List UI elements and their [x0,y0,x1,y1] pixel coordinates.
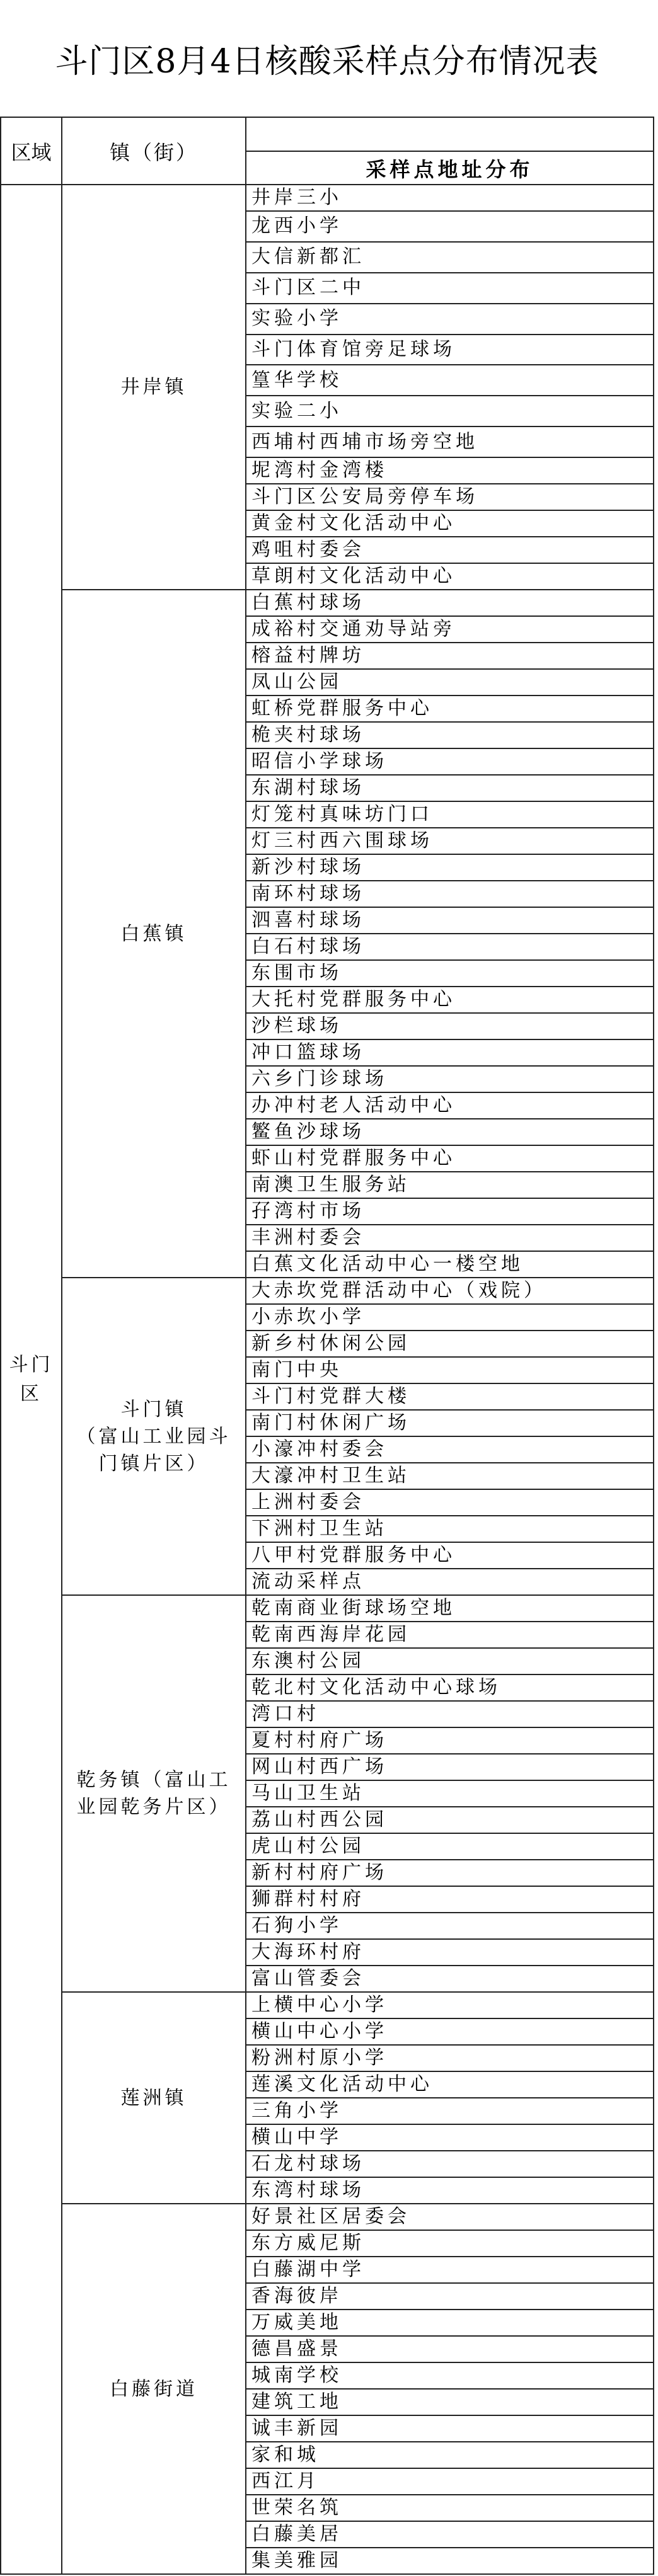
sampling-site-row [246,1172,654,1199]
sampling-site-row [246,1014,654,1040]
sampling-site-name: 建筑工地 [251,2391,342,2413]
sampling-site-name: 荔山村西公园 [251,1809,388,1831]
sampling-site-row [246,802,654,828]
header-region-cell [0,118,62,185]
sampling-site-name: 斗门区公安局旁停车场 [251,486,478,508]
sampling-site-name: 湾口村 [251,1703,320,1726]
sampling-site-name: 诚丰新园 [251,2417,342,2440]
sampling-site-name: 白蕉文化活动中心一楼空地 [251,1253,524,1276]
sampling-site-name: 白藤美居 [251,2523,342,2546]
sampling-site-row [246,1119,654,1146]
sampling-site-name: 大濠冲村卫生站 [251,1465,410,1487]
sampling-site-name: 成裕村交通劝导站旁 [251,618,456,641]
sampling-site-row [246,1040,654,1067]
sampling-site-name: 横山中心小学 [251,2020,388,2043]
sampling-site-name: 乾北村文化活动中心球场 [251,1676,501,1699]
sampling-site-name: 城南学校 [251,2364,342,2387]
sampling-site-name: 斗门体育馆旁足球场 [251,338,456,360]
sampling-site-row [246,1252,654,1278]
sampling-site-row [246,365,654,396]
sampling-site-name: 马山卫生站 [251,1782,365,1805]
sampling-site-row [246,2231,654,2257]
sampling-site-row [246,1411,654,1437]
sampling-site-row [246,1463,654,1490]
sampling-site-name: 草朗村文化活动中心 [251,565,456,588]
sampling-site-name: 白石村球场 [251,936,365,958]
town-cell [62,2204,246,2575]
sampling-site-name: 东澳村公园 [251,1650,365,1673]
sampling-site-name: 昭信小学球场 [251,750,388,773]
sampling-site-row [246,670,654,696]
sampling-site-name: 网山村西广场 [251,1756,388,1778]
sampling-site-name: 南澳卫生服务站 [251,1174,410,1196]
sampling-site-row [246,1887,654,1913]
sampling-site-name: 新乡村休闲公园 [251,1332,410,1355]
header-town: 镇（街） [109,140,198,164]
sampling-site-row [246,828,654,855]
sampling-site-name: 上横中心小学 [251,1994,388,2017]
sampling-site-row [246,1199,654,1225]
sampling-site-row [246,304,654,335]
town-name: 乾务镇（富山工业园乾务片区） [76,1769,231,1819]
town-name: 斗门镇 （富山工业园斗门镇片区） [76,1398,231,1475]
sampling-site-row [246,1331,654,1358]
sampling-site-name: 东湖村球场 [251,777,365,799]
sampling-site-name: 南环村球场 [251,883,365,905]
header-region: 区域 [11,140,52,164]
sampling-site-name: 实验二小 [251,399,342,422]
sampling-site-row [246,2522,654,2548]
sampling-site-row [246,1569,654,1596]
sampling-site-row [246,1146,654,1172]
sampling-site-name: 东方威尼斯 [251,2232,365,2255]
sampling-site-row [246,2046,654,2072]
sampling-site-row [246,243,654,273]
sampling-site-row [246,2284,654,2310]
sampling-site-name: 万威美地 [251,2311,342,2334]
sampling-site-name: 沙栏球场 [251,1015,342,1038]
sampling-site-row [246,511,654,537]
sampling-site-row [246,696,654,723]
sampling-site-row [246,1358,654,1384]
sampling-site-row [246,396,654,427]
sampling-site-row [246,1781,654,1807]
sampling-site-name: 冲口篮球场 [251,1041,365,1064]
sampling-site-row [246,934,654,961]
sampling-site-row [246,484,654,511]
sampling-site-name: 乾南商业街球场空地 [251,1597,456,1620]
town-name: 井岸镇 [120,376,187,399]
sampling-site-row [246,1860,654,1887]
sampling-site-name: 实验小学 [251,307,342,330]
sampling-site-row [246,335,654,366]
sampling-site-row [246,2151,654,2178]
sampling-site-name: 乾南西海岸花园 [251,1623,410,1646]
sampling-site-row [246,1305,654,1331]
sampling-site-name: 虹桥党群服务中心 [251,697,433,720]
sampling-site-name: 办冲村老人活动中心 [251,1094,456,1117]
town-cell [62,185,246,590]
sampling-site-row [246,2098,654,2125]
sampling-site-name: 大赤坎党群活动中心（戏院） [251,1279,546,1302]
sampling-site-row [246,1993,654,2019]
sampling-site-row [246,590,654,617]
town-cell [62,1596,246,1993]
sampling-site-name: 流动采样点 [251,1571,365,1593]
sampling-site-name: 东湾村球场 [251,2179,365,2202]
sampling-site-row [246,855,654,881]
sampling-site-name: 凤山公园 [251,671,342,694]
sampling-site-name: 香海彼岸 [251,2285,342,2308]
sampling-site-row [246,1278,654,1305]
sampling-site-row [246,2257,654,2284]
sampling-site-row [246,1675,654,1702]
sampling-site-name: 新沙村球场 [251,856,365,879]
sampling-site-row [246,1437,654,1463]
sampling-site-row [246,749,654,776]
sampling-site-name: 夏村村府广场 [251,1729,388,1752]
sampling-site-name: 三角小学 [251,2100,342,2122]
sampling-site-row [246,212,654,243]
sampling-site-row [246,1940,654,1966]
sampling-site-row [246,2125,654,2151]
sampling-site-row [246,1543,654,1569]
town-name: 莲洲镇 [120,2087,187,2109]
sampling-site-name: 坭湾村金湾楼 [251,459,388,482]
sampling-site-row [246,643,654,670]
sampling-site-row [246,1067,654,1093]
sampling-site-row [246,1913,654,1940]
sampling-site-row [246,2363,654,2390]
sampling-site-name: 鳘鱼沙球场 [251,1121,365,1143]
sampling-site-row [246,185,654,212]
town-name: 白藤街道 [110,2378,198,2400]
town-cell [62,1278,246,1596]
sampling-site-name: 西埔村西埔市场旁空地 [251,430,478,453]
sampling-site-row [246,1755,654,1781]
sampling-site-row [246,1490,654,1516]
sampling-site-name: 龙西小学 [251,215,342,238]
sampling-site-name: 斗门村党群大楼 [251,1385,410,1408]
sampling-site-name: 石龙村球场 [251,2153,365,2175]
sampling-site-row [246,2442,654,2469]
sampling-site-row [246,2072,654,2098]
sampling-site-name: 虎山村公园 [251,1835,365,1858]
sampling-site-name: 虾山村党群服务中心 [251,1147,456,1170]
sampling-site-name: 八甲村党群服务中心 [251,1544,456,1567]
sampling-site-name: 大海环村府 [251,1941,365,1964]
sampling-site-row [246,1093,654,1119]
sampling-site-row [246,1516,654,1543]
sampling-site-name: 狮群村村府 [251,1888,365,1911]
sampling-site-name: 泗喜村球场 [251,909,365,932]
sampling-site-row [246,2469,654,2495]
sampling-site-name: 南门村休闲广场 [251,1412,410,1434]
sampling-site-row [246,2310,654,2337]
sampling-site-row [246,2337,654,2363]
sampling-site-name: 好景社区居委会 [251,2206,410,2228]
sampling-site-row [246,776,654,802]
sampling-site-name: 白藤湖中学 [251,2258,365,2281]
sampling-site-name: 南门中央 [251,1359,342,1382]
header-blank-cell [246,118,654,152]
sampling-site-name: 集美雅园 [251,2550,342,2572]
header-sites: 采样点地址分布 [366,157,534,181]
sampling-site-name: 世荣名筑 [251,2497,342,2519]
sampling-site-name: 井岸三小 [251,186,342,209]
sampling-site-name: 上洲村委会 [251,1491,365,1514]
sampling-site-name: 小濠冲村委会 [251,1438,388,1461]
sampling-site-row [246,1702,654,1728]
sampling-site-row [246,2416,654,2442]
sampling-site-name: 大信新都汇 [251,246,365,268]
sampling-site-name: 桅夹村球场 [251,724,365,747]
sampling-site-name: 家和城 [251,2444,320,2466]
sampling-site-name: 六乡门诊球场 [251,1068,388,1091]
sampling-site-name: 黄金村文化活动中心 [251,512,456,535]
sampling-site-name: 灯笼村真味坊门口 [251,803,433,826]
sampling-site-row [246,881,654,908]
sampling-site-name: 富山管委会 [251,1967,365,1990]
sampling-site-name: 粉洲村原小学 [251,2047,388,2069]
sampling-site-name: 鸡咀村委会 [251,539,365,561]
sampling-site-row [246,564,654,590]
sampling-site-row [246,2390,654,2416]
sampling-site-row [246,987,654,1014]
sampling-site-row [246,617,654,643]
sampling-site-row [246,908,654,934]
sampling-site-row [246,2178,654,2204]
sampling-site-row [246,723,654,749]
sampling-site-row [246,1966,654,1993]
sampling-site-name: 灯三村西六围球场 [251,830,433,852]
sampling-site-row [246,2495,654,2522]
sampling-site-name: 丰洲村委会 [251,1227,365,1249]
header-sites-cell [246,152,654,185]
town-cell [62,590,246,1278]
sampling-site-name: 下洲村卫生站 [251,1518,388,1540]
sampling-site-row [246,1807,654,1834]
sampling-site-row [246,1622,654,1649]
sampling-site-row [246,1649,654,1675]
sampling-site-row [246,537,654,564]
sampling-site-row [246,1834,654,1860]
sampling-site-name: 德昌盛景 [251,2338,342,2361]
sampling-site-name: 大托村党群服务中心 [251,988,456,1011]
sampling-site-row [246,1728,654,1755]
sampling-site-name: 白蕉村球场 [251,592,365,614]
sampling-site-name: 新村村府广场 [251,1862,388,1884]
sampling-site-name: 石狗小学 [251,1915,342,1937]
town-name: 白蕉镇 [120,922,187,945]
sampling-site-row [246,1596,654,1622]
sampling-site-row [246,2204,654,2231]
sampling-site-name: 孖湾村市场 [251,1200,365,1223]
sampling-site-row [246,427,654,458]
sampling-site-row [246,2019,654,2046]
sampling-site-name: 小赤坎小学 [251,1306,365,1329]
sampling-site-row [246,2548,654,2575]
sampling-site-row [246,1384,654,1411]
district-name: 斗门区 [9,1353,54,1405]
sampling-site-name: 篁华学校 [251,369,342,391]
sampling-site-name: 横山中学 [251,2126,342,2149]
table-title-cell [0,0,654,118]
header-town-cell [62,118,246,185]
town-cell [62,1993,246,2204]
sampling-site-row [246,961,654,987]
sampling-site-name: 莲溪文化活动中心 [251,2073,433,2096]
sampling-site-name: 东围市场 [251,962,342,985]
page-title: 斗门区8月4日核酸采样点分布情况表 [55,43,599,81]
district-cell [0,185,62,2575]
sampling-site-row [246,1225,654,1252]
sampling-site-row [246,273,654,304]
sampling-site-name: 西江月 [251,2470,320,2493]
sampling-site-row [246,458,654,484]
sampling-site-name: 榕益村牌坊 [251,644,365,667]
sampling-site-name: 斗门区二中 [251,277,365,299]
